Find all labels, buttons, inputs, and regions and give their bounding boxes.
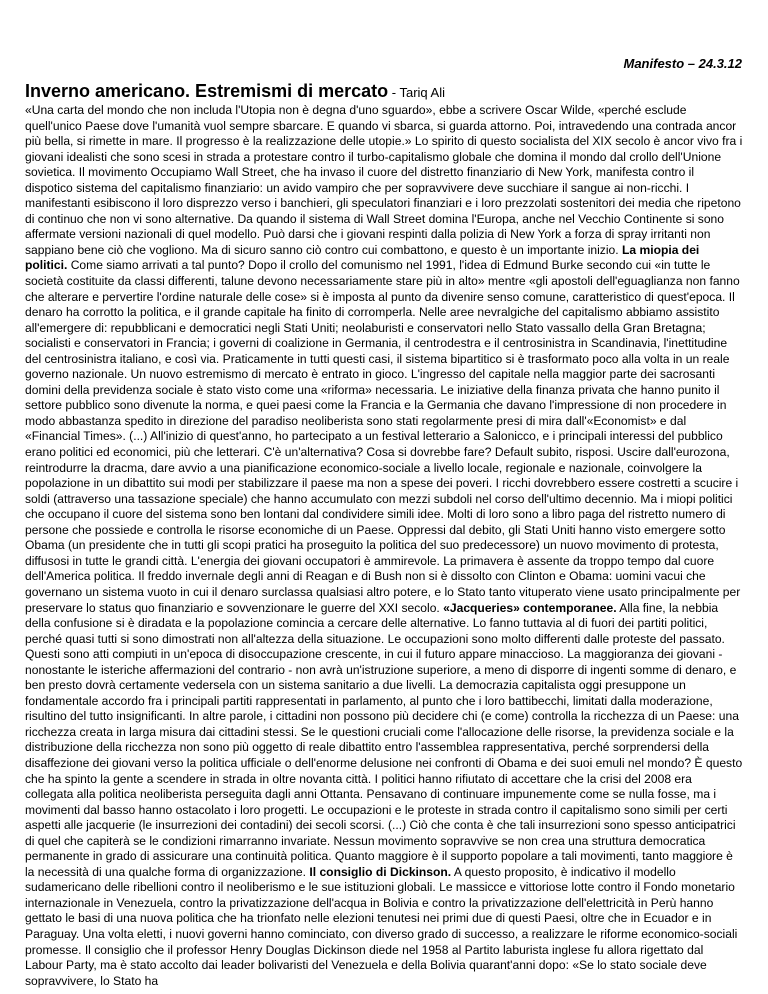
article <box>25 81 743 989</box>
body-text-segment: Alla fine, la nebbia della confusione si è diradata e la popolazione comincia a cercare delle alternative. Lo fanno tuttavia al di fuori dei partiti politici, perché quasi tutti si sono dimostrati non all'altezza della situazione. Le occupazioni sono molto differenti dalle proteste del passato. Questi sono atti compiuti in un'epoca di disoccupazione crescente, in cui il futuro appare minaccioso. La maggioranza dei giovani - nonostante le isteriche affermazioni del contrario - non avrà un'istruzione superiore, a meno di disporre di ingenti somme di denaro, e ben presto dovrà certamente vedersela con un sistema sanitario a due livelli. La democrazia capitalista oggi presuppone un fondamentale accordo fra i principali partiti rappresentati in parlamento, al punto che i loro battibecchi, limitati dalla moderazione, risultino del tutto insignificanti. In altre parole, i cittadini non possono più decidere chi (e come) controlla la ricchezza di un Paese: una ricchezza creata in larga misura dai cittadini stessi. Se le questioni cruciali come l'allocazione delle risorse, la previdenza sociale e la distribuzione della ricchezza non sono più oggetto di reale dibattito entro l'assemblea rappresentativa, perché sorprendersi della disaffezione dei giovani verso la politica ufficiale o dell'enorme delusione nei confronti di Obama e dei suoi emuli nel mondo? È questo che ha spinto la gente a scendere in strada in oltre novanta città. I politici hanno rifiutato di accettare che la crisi del 2008 era collegata alla politica neoliberista perseguita dagli anni Ottanta. Pensavano di continuare impunemente come se nulla fosse, ma i movimenti dal basso hanno ostacolato i loro progetti. Le occupazioni e le proteste in strada contro il capitalismo sono simili per certi aspetti alle jacquerie (le insurrezioni dei contadini) dei secoli scorsi. (...) Ciò che conta è che tali insurrezioni sono spesso anticipatrici di quel che capiterà se le condizioni rimarranno invariate. Nessun movimento sopravvive se non crea una struttura democratica permanente in grado di assicurare una continuità politica. Quanto maggiore è il supporto popolare a tali movimenti, tanto maggiore è la necessità di una qualche forma di organizzazione. <box>25 600 743 879</box>
body-text-segment: «Una carta del mondo che non includa l'Utopia non è degna d'uno sguardo», ebbe a scrivere Oscar Wilde, «perché esclude quell'unico Paese dove l'umanità vuol sempre sbarcare. E quando vi sbarca, si guarda attorno. Poi, intravedendo una contrada ancor più bella, si rimette in mare. Il progresso è la realizzazione delle utopie.» Lo spirito di questo socialista del XIX secolo è ancor vivo fra i giovani idealisti che sono scesi in strada a protestare contro il turbo-capitalismo globale che domina il mondo dal crollo dell'Unione sovietica. Il movimento Occupiamo Wall Street, che ha invaso il cuore del distretto finanziario di New York, manifesta contro il dispotico sistema del capitalismo finanziario: un avido vampiro che per sopravvivere deve succhiare il sangue ai non-ricchi. I manifestanti esibiscono il loro disprezzo verso i banchieri, gli speculatori finanziari e i loro prezzolati sostenitori dei media che ripetono di continuo che non vi sono alternative. Da quando il sistema di Wall Street domina l'Europa, anche nel Vecchio Continente si sono affermate versioni nazionali di quel modello. Può darsi che i giovani respinti dalla polizia di New York a forza di spray irritanti non sappiano bene ciò che vogliono. Ma di sicuro sanno ciò contro cui combattono, e questo è un importante inizio. <box>25 103 743 257</box>
article-author: Tariq Ali <box>399 85 445 100</box>
section-heading-inline: Il consiglio di Dickinson. <box>309 864 452 879</box>
newspaper-source-date: Manifesto – 24.3.12 <box>623 56 742 71</box>
section-heading-inline: La miopia dei politici. <box>25 242 700 273</box>
article-title: Inverno americano. Estremismi di mercato <box>25 81 389 101</box>
article-heading <box>25 81 743 103</box>
body-text-segment: Come siamo arrivati a tal punto? Dopo il crollo del comunismo nel 1991, l'idea di Edmund Burke secondo cui «in tutte le società costituite da classi differenti, talune devono necessariamente stare più in alto» mentre «gli apostoli dell'eguaglianza non fanno che alterare e pervertire l'ordine naturale delle cose» si è imposta al punto da divenire senso comune, caratteristico di quest'epoca. Il denaro ha corrotto la politica, e il grande capitale ha finito di corromperla. Nelle aree nevralgiche del capitalismo abbiamo assistito all'emergere di: repubblicani e democratici negli Stati Uniti; neolaburisti e conservatori nello Stato vassallo della Gran Bretagna; socialisti e conservatori in Francia; i governi di coalizione in Germania, il centrodestra e il centrosinistra in Scandinavia, l'inettitudine del centrosinistra italiano, e così via. Praticamente in tutti questi casi, il sistema bipartitico si è trasformato poco alla volta in un reale governo nazionale. Un nuovo estremismo di mercato è entrato in gioco. L'ingresso del capitale nella maggior parte dei sacrosanti domini della previdenza sociale è stato visto come una «riforma» necessaria. Le iniziative della finanza privata che hanno punito il settore pubblico sono divenute la norma, e quei paesi come la Francia e la Germania che davano l'impressione di non procedere in modo abbastanza spedito in direzione del paradiso neoliberista sono stati regolarmente presi di mira dall'«Economist» e dal «Financial Times». (...) All'inizio di quest'anno, ho partecipato a un festival letterario a Salonicco, e i principali interessi del pubblico erano politici ed economici, più che letterari. C'è un'alternativa? Cosa si dovrebbe fare? Default subito, risposi. Uscire dall'eurozona, reintrodurre la dracma, dare avvio a una pianificazione economico-sociale a livello locale, regionale e nazionale, coinvolgere la popolazione in un dibattito sui modi per stabilizzare il paese ma non a spese dei poveri. I ricchi dovrebbero essere costretti a scucire i soldi (attraverso una tassazione speciale) che hanno accumulato con mezzi subdoli nel corso dell'ultimo decennio. Ma i miopi politici che occupano il cuore del sistema sono ben lontani dal condividere simili idee. Molti di loro sono a libro paga del ristretto numero di persone che possiede e controlla le risorse economiche di un Paese. Oppressi dal debito, gli Stati Uniti hanno visto emergere sotto Obama (un presidente che in tutti gli scopi pratici ha proseguito la politica del suo predecessore) un nuovo movimento di protesta, diffusosi in tutte le grandi città. L'energia dei giovani occupatori è ammirevole. La primavera è assente da troppo tempo dal cuore dell'America politica. Il freddo invernale degli anni di Reagan e di Bush non si è dissolto con Clinton e Obama: uomini vacui che governano un sistema vuoto in cui il denaro surclassa qualsiasi altro potere, e lo Stato tanto vituperato viene usato principalmente per preservare lo status quo finanziario e sovvenzionare le guerre del XXI secolo. <box>25 258 741 615</box>
section-heading-inline: «Jacqueries» contemporanee. <box>443 600 617 615</box>
author-separator: - <box>388 85 400 100</box>
article-paragraph <box>25 103 743 989</box>
body-text-segment: A questo proposito, è indicativo il modello sudamericano delle ribellioni contro il neoliberismo e le sue istituzioni globali. Le massicce e vittoriose lotte contro il Fondo monetario internazionale in Venezuela, contro la privatizzazione dell'acqua in Bolivia e contro la privatizzazione dell'elettricità in Perù hanno gettato le basi di una nuova politica che ha trionfato nelle elezioni tenutesi nei primi due di questi Paesi, oltre che in Ecuador e in Paraguay. Una volta eletti, i nuovi governi hanno cominciato, con diverso grado di successo, a realizzare le riforme economico-sociali promesse. Il consiglio che il professor Henry Douglas Dickinson diede nel 1958 al Partito laburista inglese fu allora rigettato dal Labour Party, ma è stato accolto dai leader bolivaristi del Venezuela e della Bolivia quarant'anni dopo: «Se lo stato sociale deve sopravvivere, lo Stato ha <box>25 864 738 988</box>
article-body <box>25 103 743 989</box>
